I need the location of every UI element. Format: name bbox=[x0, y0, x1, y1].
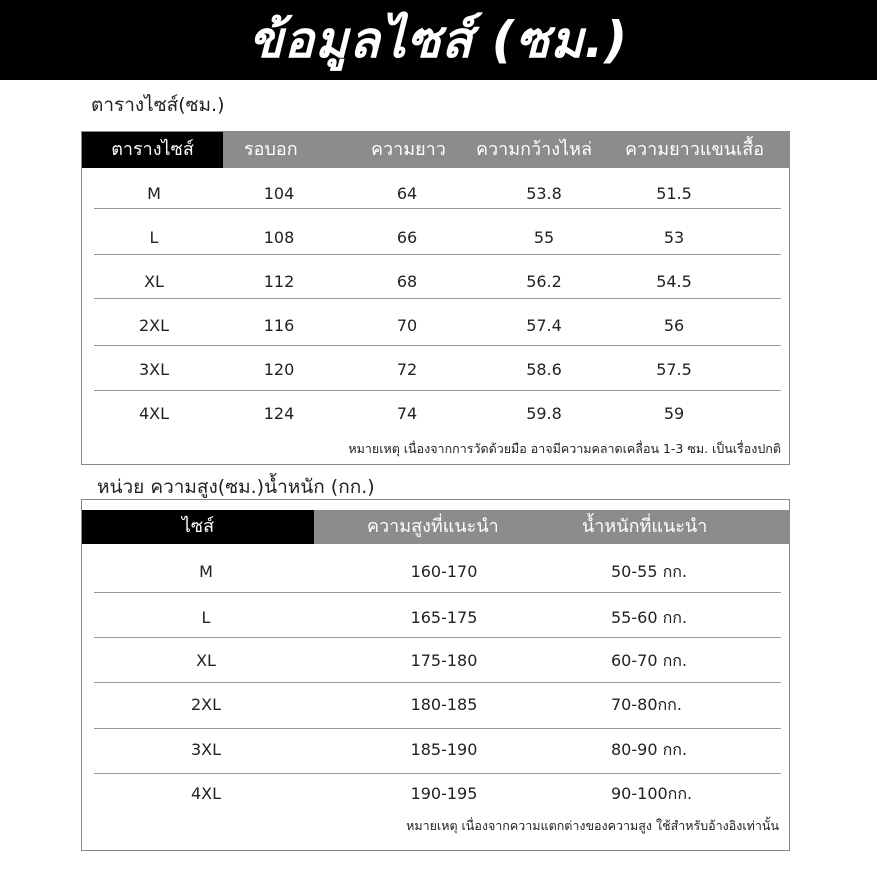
cell-size: 2XL bbox=[138, 316, 170, 335]
cell-size: 3XL bbox=[138, 360, 170, 379]
cell-shoulder: 57.4 bbox=[526, 316, 562, 335]
cell-weight: 50-55 กก. bbox=[611, 562, 688, 581]
cell-chest: 124 bbox=[263, 404, 295, 423]
cell-size: 4XL bbox=[190, 784, 222, 803]
recommend-chart-note: หมายเหตุ เนื่องจากความแตกต่างของความสูง ใช้สำหรับอ้างอิงเท่านั้น bbox=[406, 818, 779, 833]
cell-sleeve: 57.5 bbox=[656, 360, 692, 379]
cell-height: 165-175 bbox=[410, 608, 478, 627]
cell-length: 72 bbox=[396, 360, 418, 379]
cell-shoulder: 58.6 bbox=[526, 360, 562, 379]
cell-length: 74 bbox=[396, 404, 418, 423]
cell-shoulder: 55 bbox=[533, 228, 555, 247]
cell-chest: 108 bbox=[263, 228, 295, 247]
cell-length: 68 bbox=[396, 272, 418, 291]
table-row bbox=[94, 772, 781, 816]
row-divider bbox=[94, 592, 781, 593]
row-divider bbox=[94, 345, 781, 346]
table-row bbox=[94, 683, 781, 727]
cell-shoulder: 56.2 bbox=[526, 272, 562, 291]
header-cell-size-table: ตารางไซส์ bbox=[82, 132, 223, 168]
header-cell-length: ความยาว bbox=[371, 139, 446, 160]
recommend-chart-title: หน่วย ความสูง(ซม.)น้ำหนัก (กก.) bbox=[97, 476, 375, 498]
banner-title: ข้อมูลไซส์ (ซม.) bbox=[0, 0, 877, 80]
cell-chest: 116 bbox=[263, 316, 295, 335]
table-row bbox=[94, 304, 781, 348]
cell-sleeve: 59 bbox=[663, 404, 685, 423]
cell-weight: 70-80กก. bbox=[611, 695, 682, 714]
cell-chest: 120 bbox=[263, 360, 295, 379]
cell-shoulder: 59.8 bbox=[526, 404, 562, 423]
cell-height: 180-185 bbox=[410, 695, 478, 714]
header-cell-chest: รอบอก bbox=[244, 139, 298, 160]
cell-weight: 90-100กก. bbox=[611, 784, 693, 803]
cell-size: 3XL bbox=[190, 740, 222, 759]
size-chart-title: ตารางไซส์(ซม.) bbox=[91, 94, 225, 116]
cell-length: 70 bbox=[396, 316, 418, 335]
cell-chest: 112 bbox=[263, 272, 295, 291]
table-row bbox=[94, 550, 781, 594]
cell-size: 2XL bbox=[190, 695, 222, 714]
cell-shoulder: 53.8 bbox=[526, 184, 562, 203]
cell-weight: 55-60 กก. bbox=[611, 608, 688, 627]
header-cell-sleeve: ความยาวแขนเสื้อ bbox=[625, 139, 765, 160]
table-row bbox=[94, 392, 781, 436]
recommend-chart-header bbox=[82, 510, 790, 544]
cell-height: 185-190 bbox=[410, 740, 478, 759]
row-divider bbox=[94, 637, 781, 638]
cell-sleeve: 54.5 bbox=[656, 272, 692, 291]
cell-size: 4XL bbox=[138, 404, 170, 423]
recommend-chart-table bbox=[81, 499, 790, 851]
size-chart-table bbox=[81, 131, 790, 465]
table-row bbox=[94, 728, 781, 772]
cell-height: 175-180 bbox=[410, 651, 478, 670]
cell-size: XL bbox=[144, 272, 164, 291]
row-divider bbox=[94, 254, 781, 255]
cell-weight: 80-90 กก. bbox=[611, 740, 688, 759]
table-row bbox=[94, 348, 781, 392]
cell-size: L bbox=[149, 228, 159, 247]
cell-size: M bbox=[199, 562, 213, 581]
header-cell-size: ไซส์ bbox=[82, 510, 314, 544]
row-divider bbox=[94, 208, 781, 209]
row-divider bbox=[94, 390, 781, 391]
cell-size: M bbox=[147, 184, 161, 203]
cell-height: 190-195 bbox=[410, 784, 478, 803]
cell-size: L bbox=[201, 608, 211, 627]
header-cell-shoulder: ความกว้างไหล่ bbox=[476, 139, 592, 160]
cell-sleeve: 53 bbox=[663, 228, 685, 247]
cell-length: 64 bbox=[396, 184, 418, 203]
cell-sleeve: 56 bbox=[663, 316, 685, 335]
size-chart-note: หมายเหตุ เนื่องจากการวัดด้วยมือ อาจมีความคลาดเคลื่อน 1-3 ซม. เป็นเรื่องปกติ bbox=[348, 441, 781, 456]
size-chart-header bbox=[82, 132, 790, 168]
cell-weight: 60-70 กก. bbox=[611, 651, 688, 670]
cell-size: XL bbox=[196, 651, 216, 670]
cell-sleeve: 51.5 bbox=[656, 184, 692, 203]
cell-length: 66 bbox=[396, 228, 418, 247]
cell-height: 160-170 bbox=[410, 562, 478, 581]
header-cell-weight: น้ำหนักที่แนะนำ bbox=[582, 516, 708, 537]
row-divider bbox=[94, 298, 781, 299]
table-row bbox=[94, 596, 781, 640]
table-row bbox=[94, 172, 781, 216]
header-cell-height: ความสูงที่แนะนำ bbox=[367, 516, 499, 537]
table-row bbox=[94, 639, 781, 683]
cell-chest: 104 bbox=[263, 184, 295, 203]
